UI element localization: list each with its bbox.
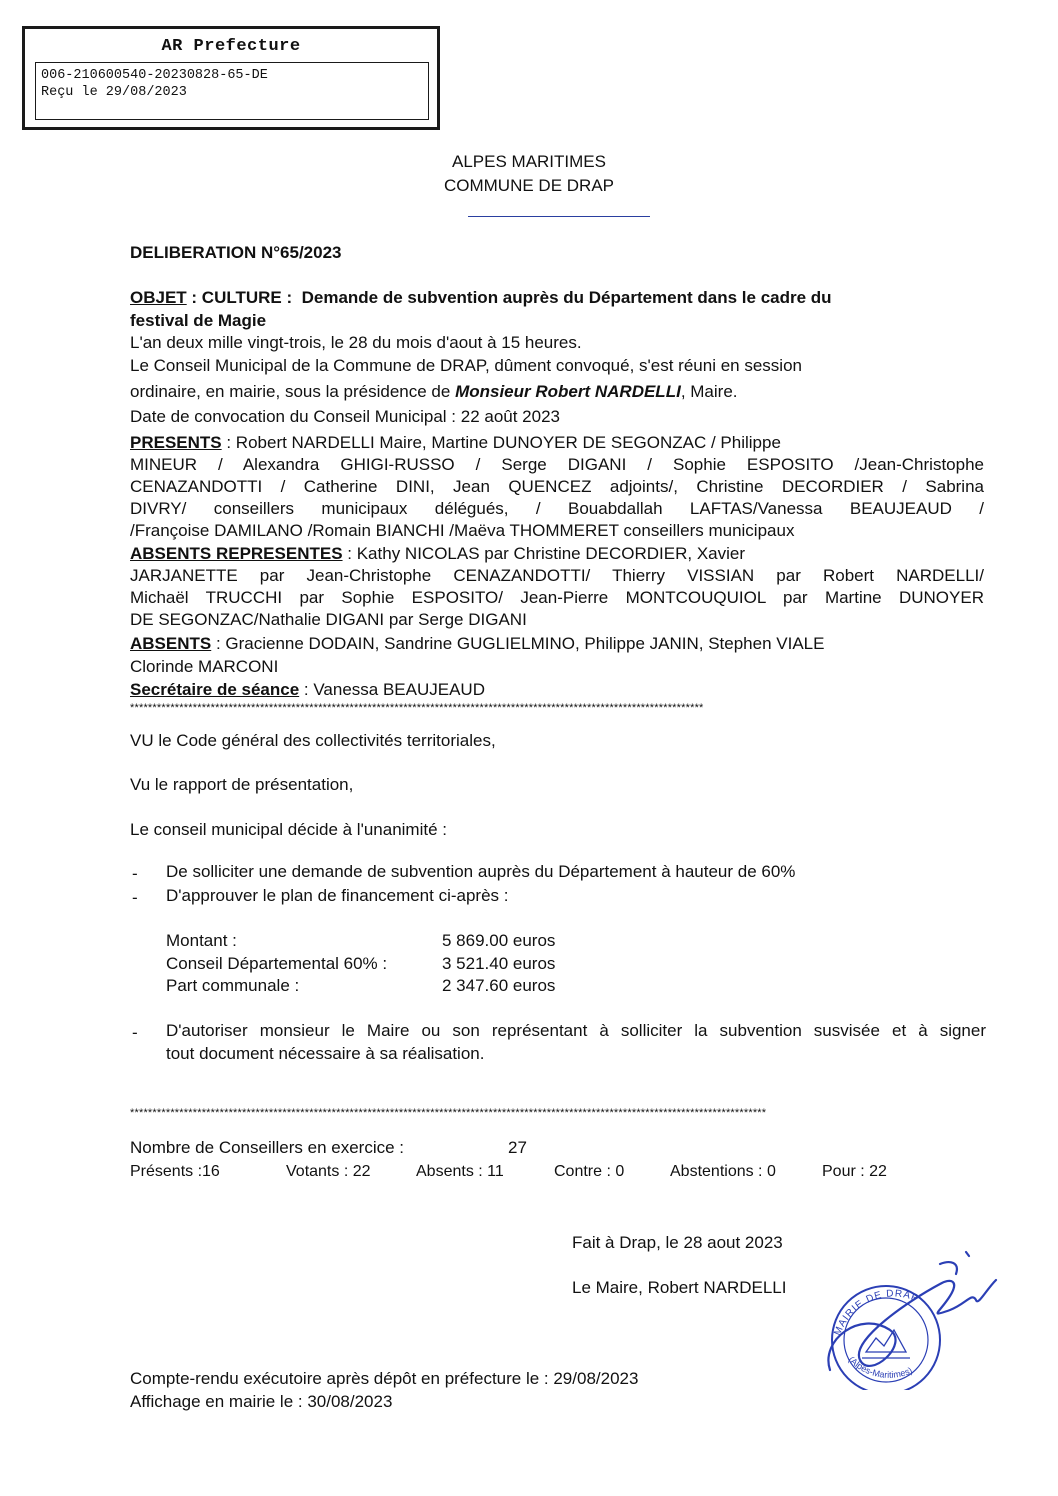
vu-rapport: Vu le rapport de présentation, bbox=[130, 775, 354, 794]
mairie-seal-and-signature bbox=[800, 1240, 1000, 1390]
separator-bottom: ********************************************************************************************************************************************** bbox=[130, 1107, 767, 1119]
bullet-2: D'approuver le plan de financement ci-après : bbox=[166, 886, 509, 905]
intro-date-line: L'an deux mille vingt-trois, le 28 du mois d'aout à 15 heures. bbox=[130, 333, 582, 352]
financing-label-departement: Conseil Départemental 60% : bbox=[166, 954, 388, 973]
conseillers-en-exercice-value: 27 bbox=[508, 1138, 527, 1157]
votes-absents: Absents : 11 bbox=[416, 1163, 504, 1180]
affichage-en-mairie: Affichage en mairie le : 30/08/2023 bbox=[130, 1392, 393, 1411]
ar-prefecture-stamp bbox=[22, 26, 440, 130]
secretaire-line bbox=[130, 680, 485, 700]
objet-subject: Demande de subvention auprès du Département dans le cadre du bbox=[301, 288, 832, 307]
absents-representes-line-1 bbox=[130, 544, 745, 564]
financing-value-departement: 3 521.40 euros bbox=[442, 954, 556, 973]
presents-line-4: DIVRY/ conseillers municipaux délégués, / Bouabdallah LAFTAS/Vanessa BEAUJEAUD / bbox=[130, 499, 984, 518]
presents-line-3: CENAZANDOTTI / Catherine DINI, Jean QUENCEZ adjoints/, Christine DECORDIER / Sabrina bbox=[130, 477, 984, 496]
objet-category: : CULTURE : bbox=[186, 288, 293, 307]
intro-presidency-pre: ordinaire, en mairie, sous la présidence de bbox=[130, 382, 456, 401]
intro-convened-line: Le Conseil Municipal de la Commune de DRAP, dûment convoqué, s'est réuni en session bbox=[130, 356, 802, 375]
presents-line-1 bbox=[130, 433, 781, 453]
ar-stamp-reference: 006-210600540-20230828-65-DE bbox=[41, 68, 268, 83]
votes-presents: Présents :16 bbox=[130, 1163, 220, 1180]
bullet-dash-2: - bbox=[132, 888, 138, 907]
votes-votants: Votants : 22 bbox=[286, 1163, 371, 1180]
secretaire-value: : Vanessa BEAUJEAUD bbox=[299, 680, 485, 699]
intro-president-name: Monsieur Robert NARDELLI bbox=[455, 382, 681, 401]
convocation-date: Date de convocation du Conseil Municipal : 22 août 2023 bbox=[130, 407, 561, 426]
bullet-dash-1: - bbox=[132, 864, 138, 883]
objet-line-2: festival de Magie bbox=[130, 311, 267, 330]
secretaire-label: Secrétaire de séance bbox=[130, 680, 300, 699]
seal-top-text: MAIRIE DE DRAP bbox=[832, 1288, 921, 1338]
bullet-1: De solliciter une demande de subvention auprès du Département à hauteur de 60% bbox=[166, 862, 796, 881]
fait-a-drap: Fait à Drap, le 28 aout 2023 bbox=[572, 1233, 783, 1252]
presents-text-1: : Robert NARDELLI Maire, Martine DUNOYER DE SEGONZAC / Philippe bbox=[221, 433, 781, 452]
decision-intro: Le conseil municipal décide à l'unanimité : bbox=[130, 820, 447, 839]
presents-label: PRESENTS bbox=[130, 433, 222, 452]
absents-text-1: : Gracienne DODAIN, Sandrine GUGLIELMINO, Philippe JANIN, Stephen VIALE bbox=[211, 634, 825, 653]
votes-contre: Contre : 0 bbox=[554, 1163, 625, 1180]
absents-representes-line-3: Michaël TRUCCHI par Sophie ESPOSITO/ Jean-Pierre MONTCOUQUIOL par Martine DUNOYER bbox=[130, 588, 984, 607]
conseillers-en-exercice-label: Nombre de Conseillers en exercice : bbox=[130, 1138, 405, 1157]
intro-presidency-post: , Maire. bbox=[680, 382, 738, 401]
absents-representes-line-4: DE SEGONZAC/Nathalie DIGANI par Serge DIGANI bbox=[130, 610, 527, 629]
votes-abstentions: Abstentions : 0 bbox=[670, 1163, 776, 1180]
financing-label-communale: Part communale : bbox=[166, 976, 300, 995]
separator-top: ******************************************************************************************************************************** bbox=[130, 702, 704, 714]
absents-line-1 bbox=[130, 634, 824, 654]
financing-value-montant: 5 869.00 euros bbox=[442, 931, 556, 950]
deliberation-title: DELIBERATION N°65/2023 bbox=[130, 243, 342, 262]
ar-stamp-details bbox=[35, 62, 429, 120]
financing-label-montant: Montant : bbox=[166, 931, 237, 950]
presents-line-2: MINEUR / Alexandra GHIGI-RUSSO / Serge DIGANI / Sophie ESPOSITO /Jean-Christophe bbox=[130, 455, 984, 474]
absents-representes-label: ABSENTS REPRESENTES bbox=[130, 544, 343, 563]
absents-representes-line-2: JARJANETTE par Jean-Christophe CENAZANDOTTI/ Thierry VISSIAN par Robert NARDELLI/ bbox=[130, 566, 984, 585]
objet-label: OBJET bbox=[130, 288, 187, 307]
header-commune: COMMUNE DE DRAP bbox=[443, 176, 614, 195]
votes-pour: Pour : 22 bbox=[822, 1163, 887, 1180]
maire-signature-line: Le Maire, Robert NARDELLI bbox=[572, 1278, 787, 1297]
ar-stamp-received-date: Reçu le 29/08/2023 bbox=[41, 85, 187, 100]
bullet-3-line-2: tout document nécessaire à sa réalisation. bbox=[166, 1044, 485, 1063]
absents-representes-text-1: : Kathy NICOLAS par Christine DECORDIER, Xavier bbox=[342, 544, 746, 563]
intro-presidency-line bbox=[130, 382, 738, 402]
absents-label: ABSENTS bbox=[130, 634, 212, 653]
seal-bottom-text: (Alpes-Maritimes) bbox=[846, 1354, 914, 1380]
absents-line-2: Clorinde MARCONI bbox=[130, 657, 279, 676]
vu-code: VU le Code général des collectivités territoriales, bbox=[130, 731, 496, 750]
bullet-3-line-1: D'autoriser monsieur le Maire ou son représentant à solliciter la subvention susvisée et à signer bbox=[166, 1021, 986, 1040]
header-rule bbox=[468, 216, 650, 217]
header-department: ALPES MARITIMES bbox=[452, 152, 606, 171]
ar-stamp-title: AR Prefecture bbox=[161, 37, 301, 56]
financing-value-communale: 2 347.60 euros bbox=[442, 976, 556, 995]
bullet-dash-3: - bbox=[132, 1023, 138, 1042]
compte-rendu-executoire: Compte-rendu exécutoire après dépôt en préfecture le : 29/08/2023 bbox=[130, 1369, 639, 1388]
presents-line-5: /Françoise DAMILANO /Romain BIANCHI /Maëva THOMMERET conseillers municipaux bbox=[130, 521, 795, 540]
objet-line-1 bbox=[130, 288, 832, 308]
